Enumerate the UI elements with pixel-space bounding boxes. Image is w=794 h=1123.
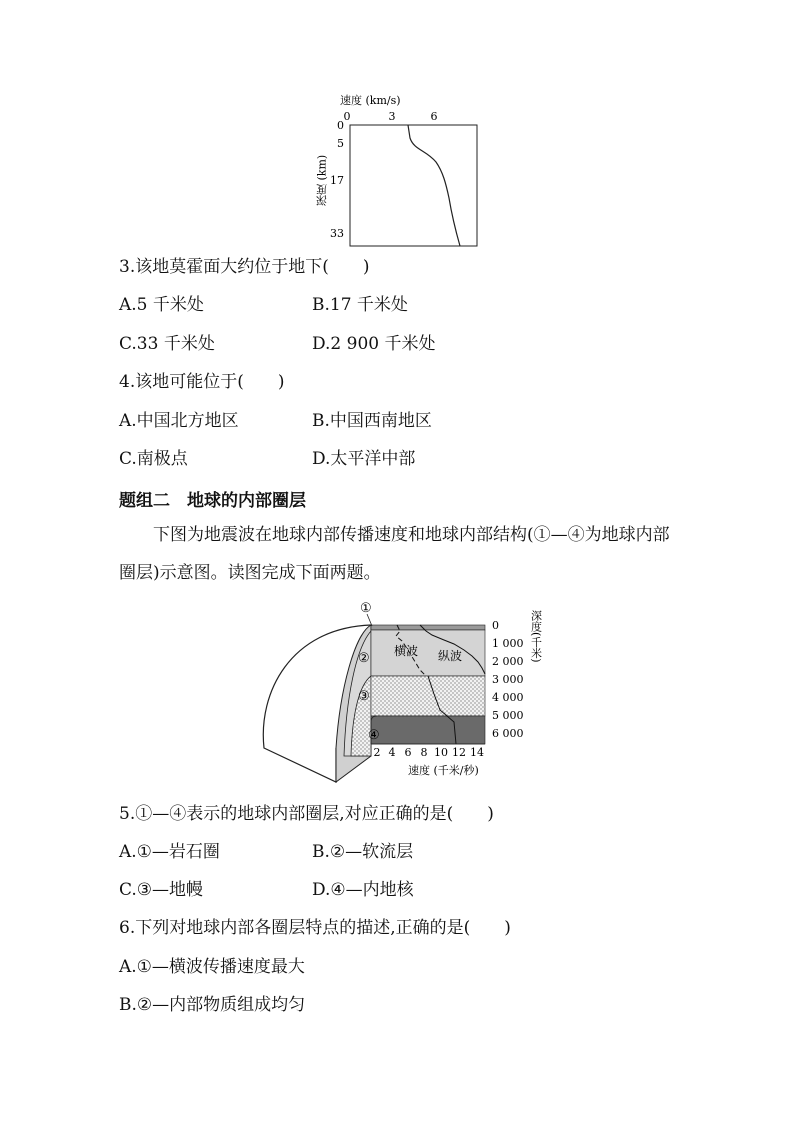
question-5-stem: 5.①—④表示的地球内部圈层,对应正确的是( ) (119, 804, 494, 824)
question-5-option-a: A.①—岩石圈 (119, 842, 220, 862)
question-6-option-b: B.②—内部物质组成均匀 (119, 995, 306, 1015)
layer-label-1: ① (360, 601, 372, 616)
depth-axis-label: 深度(千米) (529, 610, 543, 663)
question-5-option-d: D.④—内地核 (312, 880, 414, 900)
section-heading: 题组二 地球的内部圈层 (119, 491, 306, 511)
p-wave-label: 纵波 (438, 649, 463, 663)
figure1-y-tick: 33 (330, 227, 344, 240)
question-3-option-c: C.33 千米处 (119, 334, 215, 354)
s-wave-label: 横波 (394, 644, 419, 658)
section-intro (119, 516, 679, 592)
question-6-option-a: A.①—横波传播速度最大 (119, 957, 305, 977)
depth-tick: 4 000 (492, 691, 524, 704)
figure1-y-tick: 17 (330, 174, 344, 187)
figure1-x-tick: 3 (388, 110, 396, 123)
velocity-curve (408, 125, 460, 246)
layer-label-3: ③ (358, 689, 370, 704)
question-4-option-c: C.南极点 (119, 449, 188, 469)
depth-tick: 6 000 (492, 727, 524, 740)
question-3-stem: 3.该地莫霍面大约位于地下( ) (119, 257, 370, 277)
figure1-x-tick: 0 (343, 110, 351, 123)
inner-core-layer (371, 716, 485, 744)
question-3-option-a: A.5 千米处 (119, 295, 204, 315)
layer-label-4: ④ (368, 728, 380, 743)
figure1-axis-title: 速度 (km/s) (340, 94, 401, 107)
question-4-stem: 4.该地可能位于( ) (119, 372, 285, 392)
speed-tick: 12 (452, 746, 466, 759)
earth-structure-figure (250, 598, 560, 784)
question-4-option-b: B.中国西南地区 (312, 411, 432, 431)
depth-tick: 1 000 (492, 637, 524, 650)
speed-axis-label: 速度 (千米/秒) (408, 764, 479, 777)
question-4-option-a: A.中国北方地区 (119, 411, 239, 431)
question-3-option-d: D.2 900 千米处 (312, 334, 436, 354)
figure1-plot-frame (350, 125, 477, 246)
figure1-x-tick: 6 (430, 110, 438, 123)
crust-layer (371, 625, 485, 630)
figure1-y-label: 深度 (km) (315, 154, 329, 206)
depth-tick: 0 (492, 619, 499, 632)
question-3-option-b: B.17 千米处 (312, 295, 408, 315)
speed-tick: 6 (404, 746, 412, 759)
question-6-stem: 6.下列对地球内部各圈层特点的描述,正确的是( ) (119, 918, 511, 938)
velocity-depth-figure (300, 88, 500, 252)
speed-tick: 2 (373, 746, 381, 759)
question-5-option-b: B.②—软流层 (312, 842, 414, 862)
question-4-option-d: D.太平洋中部 (312, 449, 416, 469)
figure1-y-tick: 0 (337, 119, 344, 132)
depth-tick: 2 000 (492, 655, 524, 668)
speed-tick: 8 (420, 746, 428, 759)
depth-tick: 5 000 (492, 709, 524, 722)
speed-tick: 14 (470, 746, 484, 759)
question-5-option-c: C.③—地幔 (119, 880, 204, 900)
figure1-y-tick: 5 (337, 137, 344, 150)
layer-label-2: ② (358, 651, 370, 666)
speed-tick: 10 (434, 746, 448, 759)
outer-core-layer (371, 676, 485, 716)
section-intro-text: 下图为地震波在地球内部传播速度和地球内部结构(①—④为地球内部圈层)示意图。读图完成下面两题。 (119, 525, 670, 583)
speed-tick: 4 (388, 746, 396, 759)
depth-tick: 3 000 (492, 673, 524, 686)
